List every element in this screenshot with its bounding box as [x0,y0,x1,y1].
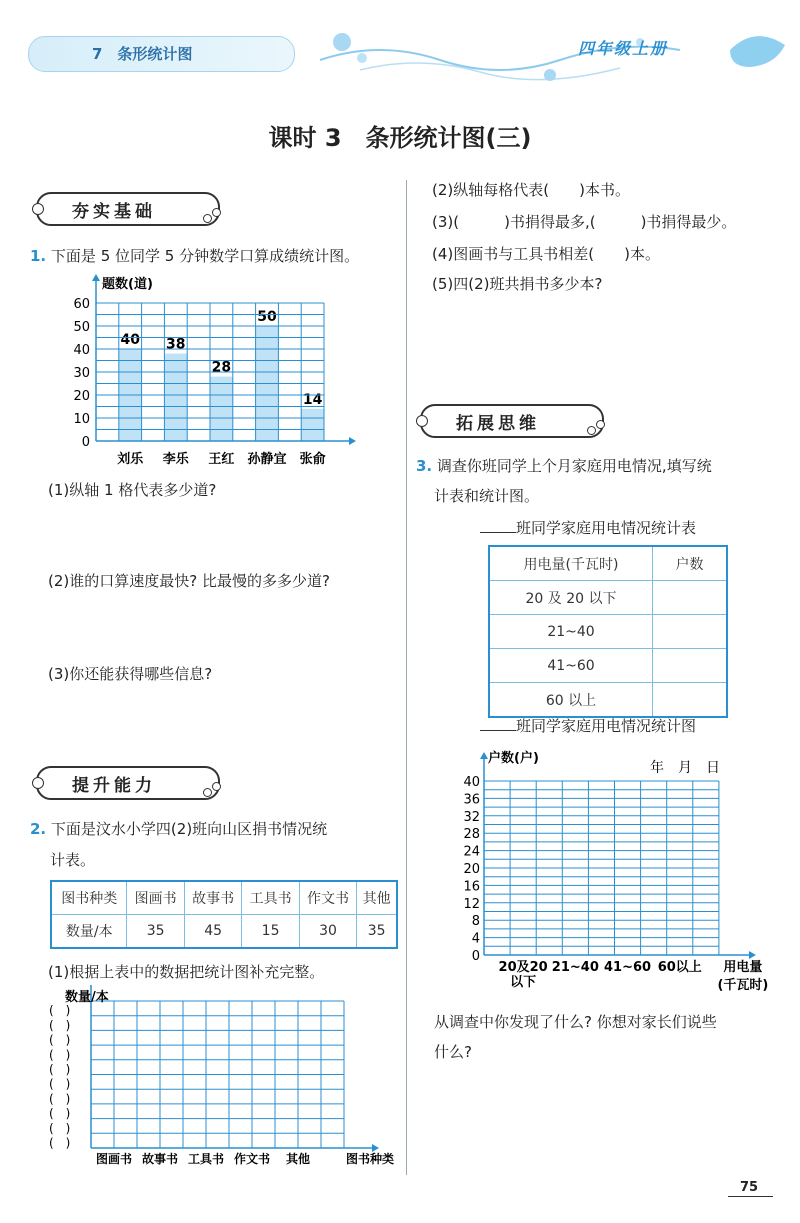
table-header-cell: 用电量(千瓦时) [489,546,653,581]
donation-bar-chart [45,985,405,1175]
blank-cell[interactable] [653,581,728,615]
y-tick-label: 4 [471,931,480,947]
y-tick-label: 24 [463,844,480,860]
table-header-cell: 图书种类 [51,881,127,915]
q3-question-line2: 什么? [434,1043,472,1061]
y-axis-arrow [480,752,488,759]
x-tick-label: 工具书 [187,1152,225,1166]
bar-value-label: 38 [166,336,186,353]
y-tick-blank: ( ) [49,1033,71,1048]
y-axis-label: 数量/本 [65,990,109,1005]
y-tick-label: 10 [73,412,90,427]
y-tick-label: 40 [73,343,90,358]
bar [164,354,187,441]
y-tick-label: 20 [463,862,480,877]
bar-value-label: 28 [211,359,232,376]
x-tick-label: 以下 [510,975,537,990]
q1-sub2: (2)谁的口算速度最快? 比最慢的多多少道? [48,572,330,590]
q3-table-title: 班同学家庭用电情况统计表 [480,518,696,538]
table-header-cell: 图画书 [127,881,184,915]
q2-sub1: (1)根据上表中的数据把统计图补充完整。 [48,963,325,981]
y-tick-label: 40 [463,775,480,790]
x-tick-label: 张俞 [299,452,326,467]
x-tick-label: 李乐 [162,452,189,467]
q2-sub5: (5)四(2)班共捐书多少本? [432,275,603,293]
y-tick-blank: ( ) [49,1047,71,1062]
x-axis-arrow [349,437,356,445]
y-tick-label: 12 [463,896,480,912]
x-axis-arrow [749,951,756,959]
q3-chart-title: 班同学家庭用电情况统计图 [480,716,696,736]
angel-icon [730,36,785,67]
y-tick-label: 32 [463,809,480,825]
q3-question-line1: 从调查中你发现了什么? 你想对家长们说些 [434,1013,717,1031]
table-header-cell: 工具书 [242,881,299,915]
y-tick-label: 36 [463,792,480,808]
chapter-label: 7 条形统计图 [92,45,193,63]
q2-stem-line2: 计表。 [50,851,96,869]
date-label: 年 月 日 [650,760,720,776]
x-axis-unit: (千瓦时) [717,978,769,993]
book-donation-table [50,880,398,949]
q2-sub2: (2)纵轴每格代表( )本书。 [432,181,630,199]
table-header-cell: 其他 [357,881,397,915]
y-tick-blank: ( ) [49,1003,71,1018]
wave-decoration [300,20,800,90]
column-divider [406,180,407,1175]
x-tick-label: 20及20 [498,960,548,975]
x-tick-label: 其他 [285,1152,311,1166]
x-axis-label: 图书种类 [345,1152,395,1166]
y-tick-label: 60 [73,297,90,312]
x-tick-label: 41~60 [604,960,652,975]
y-tick-label: 50 [73,320,90,335]
q1-stem: 1. 下面是 5 位同学 5 分钟数学口算成绩统计图。 [30,247,360,265]
x-tick-label: 孙静宜 [247,452,287,467]
y-tick-blank: ( ) [49,1018,71,1033]
table-cell: 60 以上 [489,683,653,718]
y-tick-label: 0 [471,949,480,964]
y-axis-label: 题数(道) [102,277,153,292]
table-header-cell: 户数 [653,546,728,581]
grade-label: 四年级上册 [578,39,669,58]
y-tick-blank: ( ) [49,1136,71,1150]
y-tick-blank: ( ) [49,1062,71,1077]
y-tick-label: 20 [73,389,90,404]
electricity-table [488,545,728,718]
table-header-cell: 故事书 [184,881,241,915]
table-header-cell: 作文书 [299,881,356,915]
y-tick-label: 0 [81,435,90,450]
x-tick-label: 王红 [208,452,235,467]
blank-cell[interactable] [653,649,728,683]
table-cell: 35 [127,915,184,949]
section-tag-basics: 夯实基础 [36,192,220,226]
x-tick-label: 刘乐 [117,452,144,467]
x-tick-label: 故事书 [141,1152,179,1166]
q1-sub3: (3)你还能获得哪些信息? [48,665,213,683]
q1-sub1: (1)纵轴 1 格代表多少道? [48,481,217,499]
x-axis-label: 用电量 [723,960,763,975]
x-axis-arrow [372,1144,379,1152]
y-tick-label: 28 [463,827,480,843]
x-tick-label: 作文书 [233,1152,271,1166]
y-tick-blank: ( ) [49,1121,71,1136]
section-tag-improve: 提升能力 [36,766,220,800]
table-cell: 30 [299,915,356,949]
x-tick-label: 21~40 [551,960,599,975]
table-cell: 数量/本 [51,915,127,949]
table-cell: 35 [357,915,397,949]
q2-sub3: (3)( )书捐得最多,( )书捐得最少。 [432,213,737,231]
table-cell: 20 及 20 以下 [489,581,653,615]
y-tick-label: 30 [73,366,90,381]
bar-value-label: 40 [120,332,140,348]
x-tick-label: 图画书 [95,1152,133,1166]
y-tick-label: 8 [471,914,480,930]
q2-sub4: (4)图画书与工具书相差( )本。 [432,245,660,263]
q2-stem-line1: 2. 下面是汶水小学四(2)班向山区捐书情况统 [30,820,328,838]
x-tick-label: 60以上 [657,960,702,975]
blank-cell[interactable] [653,683,728,718]
bar-value-label: 50 [257,309,277,325]
page-number: 75 [740,1180,759,1195]
electricity-bar-chart [450,742,790,1000]
table-cell: 21~40 [489,615,653,649]
y-axis-label: 户数(户) [488,751,539,766]
y-tick-blank: ( ) [49,1077,71,1092]
y-axis-arrow [92,274,100,281]
table-cell: 45 [184,915,241,949]
bar [301,409,324,441]
bar [210,377,233,441]
blank-cell[interactable] [653,615,728,649]
page-title: 课时 3 条形统计图(三) [268,124,532,152]
page-number-rule [728,1196,773,1197]
q3-stem-line2: 计表和统计图。 [434,487,540,505]
q3-stem-line1: 3. 调查你班同学上个月家庭用电情况,填写统 [416,457,712,475]
section-tag-extend: 拓展思维 [420,404,604,438]
table-cell: 15 [242,915,299,949]
y-tick-blank: ( ) [49,1091,71,1106]
bar-value-label: 14 [302,391,323,408]
y-tick-label: 16 [463,879,480,895]
y-tick-blank: ( ) [49,1106,71,1121]
table-cell: 41~60 [489,649,653,683]
score-bar-chart [50,270,390,470]
